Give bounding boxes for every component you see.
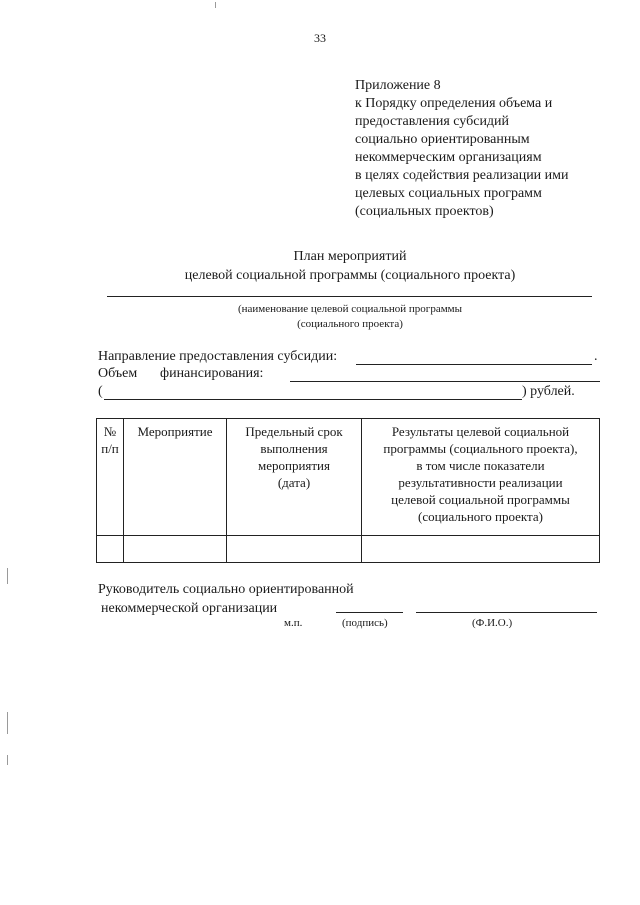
header-text: выполнения xyxy=(260,441,328,456)
appendix-line: некоммерческим организациям xyxy=(355,150,542,165)
table-cell xyxy=(362,536,600,563)
title-line-1: План мероприятий xyxy=(293,249,407,264)
header-text: (социального проекта) xyxy=(418,509,543,524)
stamp-place-label: м.п. xyxy=(284,617,303,629)
appendix-line: в целях содействия реализации ими xyxy=(355,168,569,183)
signature-caption: (подпись) xyxy=(342,617,388,629)
financing-label-1: Объем xyxy=(98,366,138,381)
financing-field-2 xyxy=(104,383,522,400)
financing-open-paren: ( xyxy=(98,384,103,399)
table-row xyxy=(97,536,600,563)
appendix-line: предоставления субсидий xyxy=(355,114,510,129)
signature-line-1: Руководитель социально ориентированной xyxy=(98,582,354,597)
signature-line-2: некоммерческой организации xyxy=(101,601,278,616)
scan-mark xyxy=(7,568,8,584)
header-text: целевой социальной программы xyxy=(391,492,570,507)
header-text: программы (социального проекта), xyxy=(383,441,578,456)
financing-field-1 xyxy=(290,365,600,382)
caption-line-2: (социального проекта) xyxy=(297,318,403,330)
scan-mark xyxy=(215,2,216,8)
page-number: 33 xyxy=(314,31,326,45)
appendix-line: (социальных проектов) xyxy=(355,204,494,219)
appendix-line: социально ориентированным xyxy=(355,132,530,147)
header-text: Мероприятие xyxy=(137,424,213,439)
document-title xyxy=(0,247,640,285)
appendix-block xyxy=(355,77,569,221)
table-header-row xyxy=(97,419,600,536)
header-deadline xyxy=(227,419,362,536)
program-name-line xyxy=(107,296,592,297)
fio-field xyxy=(416,612,597,613)
header-text: в том числе показатели xyxy=(416,458,545,473)
header-number xyxy=(97,419,124,536)
header-text: результативности реализации xyxy=(398,475,563,490)
header-text: п/п xyxy=(101,441,119,456)
appendix-line: Приложение 8 xyxy=(355,78,441,93)
caption-line-1: (наименование целевой социальной программы xyxy=(237,303,463,315)
header-text: № xyxy=(103,424,117,439)
subsidy-direction-field xyxy=(356,348,592,365)
table-cell xyxy=(227,536,362,563)
table-cell xyxy=(97,536,124,563)
financing-suffix: ) рублей. xyxy=(522,384,575,399)
header-text: Предельный срок xyxy=(245,424,343,439)
plan-table xyxy=(96,418,600,563)
appendix-line: к Порядку определения объема и xyxy=(355,96,553,111)
appendix-line: целевых социальных программ xyxy=(355,186,542,201)
header-activity xyxy=(124,419,227,536)
header-text: (дата) xyxy=(277,475,311,490)
scan-mark xyxy=(7,755,8,765)
fio-caption: (Ф.И.О.) xyxy=(472,617,513,629)
header-text: мероприятия xyxy=(257,458,330,473)
table-cell xyxy=(124,536,227,563)
subsidy-direction-label: Направление предоставления субсидии: xyxy=(98,349,338,364)
header-results xyxy=(362,419,600,536)
header-text: Результаты целевой социальной xyxy=(391,424,570,439)
financing-label-2: финансирования: xyxy=(160,366,264,381)
signature-field xyxy=(336,612,403,613)
program-name-caption xyxy=(205,302,495,332)
subsidy-direction-end: . xyxy=(594,349,598,364)
title-line-2: целевой социальной программы (социального проекта) xyxy=(184,268,516,283)
scan-mark xyxy=(7,712,8,734)
